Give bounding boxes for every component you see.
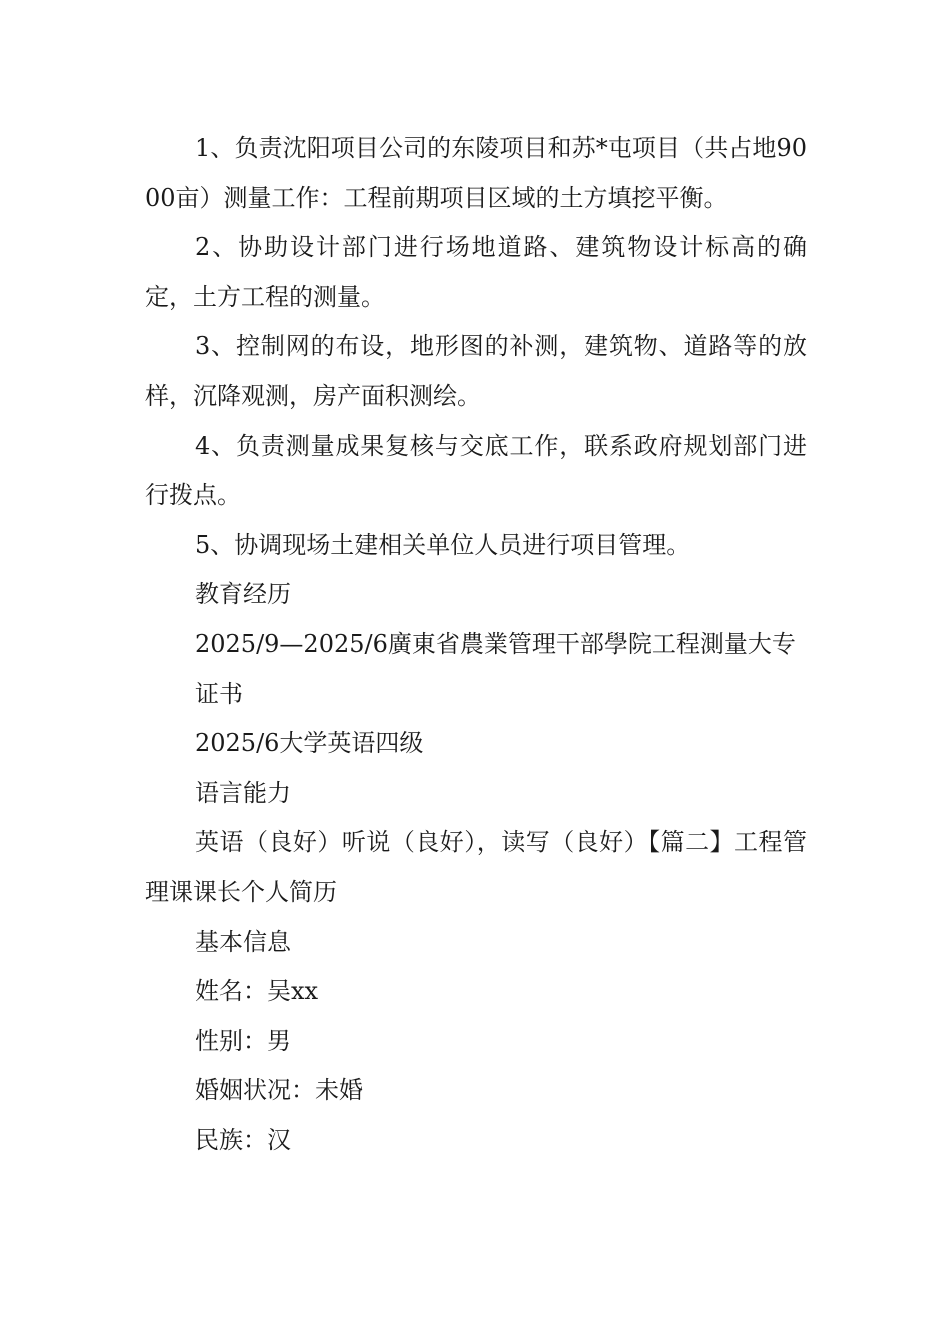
paragraph-duty-1: 1、负责沈阳项目公司的东陵项目和苏*屯项目（共占地9000亩）测量工作：工程前期项目区域的土方填挖平衡。 <box>145 134 807 212</box>
paragraph-duty-5: 5、协调现场土建相关单位人员进行项目管理。 <box>195 530 691 559</box>
document-body <box>145 124 807 1165</box>
heading-certificates: 证书 <box>195 679 243 708</box>
heading-basic-info: 基本信息 <box>195 927 291 956</box>
paragraph-education-entry: 2025/9—2025/6廣東省農業管理干部學院工程測量大专 <box>195 629 796 658</box>
paragraph-duty-4: 4、负责测量成果复核与交底工作，联系政府规划部门进行拨点。 <box>145 431 807 510</box>
info-ethnicity: 民族：汉 <box>195 1125 291 1154</box>
info-name: 姓名：吴xx <box>195 977 319 1006</box>
heading-language-ability: 语言能力 <box>195 778 291 807</box>
heading-education: 教育经历 <box>195 580 291 609</box>
paragraph-language-entry: 英语（良好）听说（良好），读写（良好）【篇二】工程管理课课长个人简历 <box>145 828 807 906</box>
paragraph-duty-3: 3、控制网的布设，地形图的补测，建筑物、道路等的放样，沉降观测，房产面积测绘。 <box>145 332 807 410</box>
paragraph-certificate-entry: 2025/6大学英语四级 <box>195 729 424 758</box>
paragraph-duty-2: 2、协助设计部门进行场地道路、建筑物设计标高的确定，土方工程的测量。 <box>145 233 807 311</box>
info-gender: 性别：男 <box>195 1026 291 1055</box>
info-marital-status: 婚姻状况：未婚 <box>195 1076 363 1105</box>
